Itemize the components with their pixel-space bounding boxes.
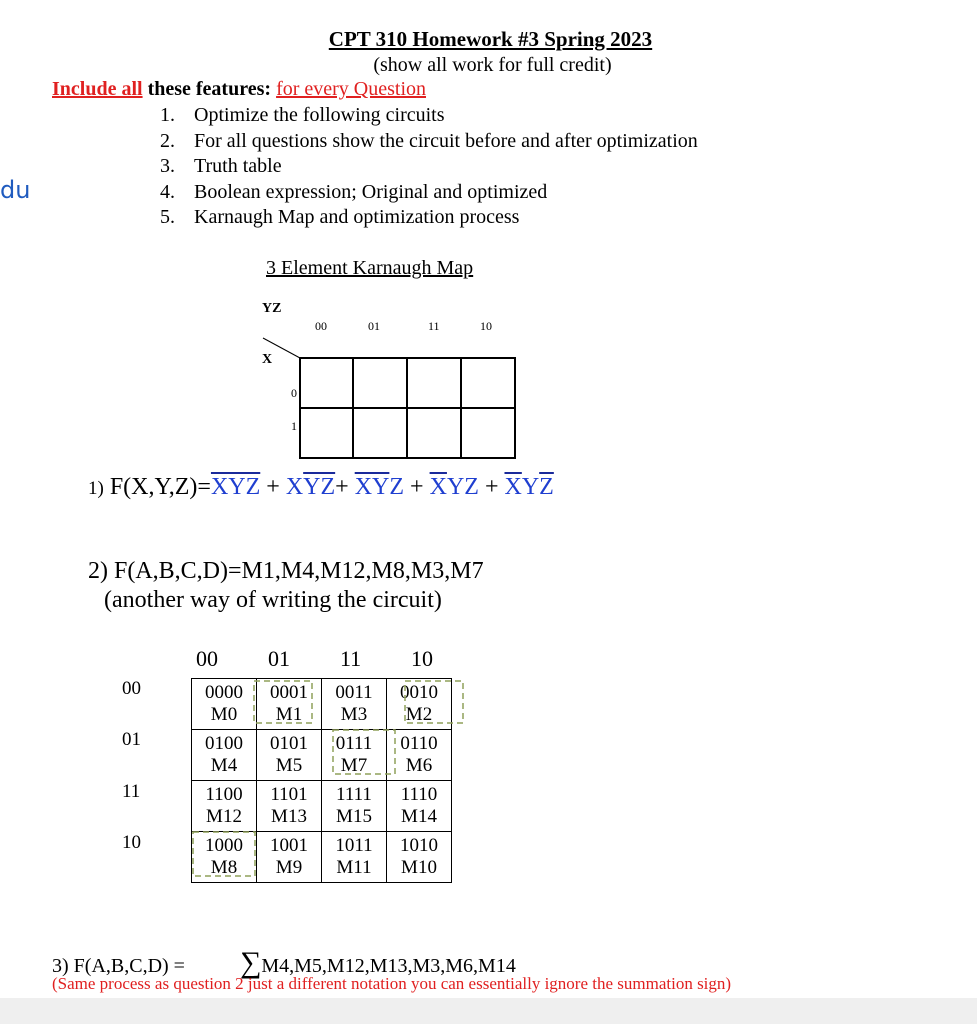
list-item: 2. For all questions show the circuit before and after optimization	[160, 129, 698, 152]
list-item: 4. Boolean expression; Original and optimized	[160, 180, 548, 203]
kmap4-col-label: 11	[340, 646, 362, 671]
group-m8	[193, 832, 255, 876]
kmap3-yz-label: YZ	[262, 301, 282, 316]
kmap4-cell: 1000 M8	[192, 832, 257, 883]
kmap4-cell: 0010 M2	[387, 679, 452, 730]
kmap4-cell: 1100 M12	[192, 781, 257, 832]
kmap4-cell: 1101 M13	[257, 781, 322, 832]
features-middle-text: these features:	[142, 78, 277, 100]
kmap4-col-label: 00	[196, 646, 218, 671]
kmap4-cell: 1110 M14	[387, 781, 452, 832]
question-3: 3) F(A,B,C,D) = ∑M4,M5,M12,M13,M3,M6,M14	[52, 946, 516, 979]
kmap3-grid	[255, 335, 525, 465]
question-2-note: (another way of writing the circuit)	[104, 587, 442, 613]
kmap3-title: 3 Element Karnaugh Map	[266, 257, 474, 279]
include-all-text: Include all	[52, 78, 143, 100]
group-m7	[333, 730, 395, 774]
kmap3-diagonal	[263, 338, 300, 358]
kmap4-cell: 0101 M5	[257, 730, 322, 781]
list-item: 5. Karnaugh Map and optimization process	[160, 206, 520, 228]
kmap4-cell: 0000 M0	[192, 679, 257, 730]
kmap4-cell: 0110 M6	[387, 730, 452, 781]
kmap3-col-label: 00	[315, 319, 327, 333]
kmap4-row-label: 00	[122, 678, 141, 699]
kmap4-cell: 0011 M3	[322, 679, 387, 730]
every-question-text: for every Question	[276, 78, 427, 100]
summation-sign: ∑	[239, 946, 262, 979]
page-title: CPT 310 Homework #3 Spring 2023	[328, 27, 653, 51]
q1-term: $\overline{XY}Z$	[354, 474, 405, 500]
q1-term: $\overline{X}YZ$	[429, 474, 479, 500]
kmap4-row-label: 11	[122, 781, 141, 802]
kmap4-cell: 1001 M9	[257, 832, 322, 883]
q1-term: $\overline{XYZ}$	[210, 474, 261, 500]
question-2: 2) F(A,B,C,D)=M1,M4,M12,M8,M3,M7	[88, 558, 484, 584]
bottom-band	[0, 998, 977, 1024]
kmap3-col-label: 11	[428, 319, 440, 333]
group-m1	[254, 681, 312, 723]
kmap4-row-label: 10	[122, 832, 141, 853]
kmap4-cell: 0111 M7	[322, 730, 387, 781]
requirements-list	[160, 103, 698, 231]
kmap4-group-overlay	[185, 672, 485, 892]
kmap4-row-label: 01	[122, 729, 141, 750]
kmap4-cell: 0100 M4	[192, 730, 257, 781]
kmap3-row-label: 1	[291, 419, 297, 433]
cropped-edge-text: du	[0, 176, 31, 204]
features-line	[52, 78, 426, 101]
list-item: 1. Optimize the following circuits	[160, 104, 445, 126]
kmap4-col-label: 10	[411, 646, 433, 671]
q1-term: $X\overline{YZ}$	[285, 474, 336, 500]
kmap3-row-label: 0	[291, 386, 297, 400]
kmap4-cell: 1111 M15	[322, 781, 387, 832]
kmap4-cell: 1010 M10	[387, 832, 452, 883]
kmap4-cell: 0001 M1	[257, 679, 322, 730]
question-1: 1) $F(X,Y,Z)=\overline{XYZ} + X\overline{YZ}+ \overline{XY}Z + \overline{X}YZ + \overline{X}Y\overline{Z}$	[88, 474, 554, 500]
group-m2	[405, 681, 463, 723]
list-item: 3. Truth table	[160, 155, 282, 177]
q1-term: $\overline{X}Y\overline{Z}$	[504, 474, 554, 500]
kmap3-col-label: 01	[368, 319, 380, 333]
question-3-note: (Same process as question 2 just a different notation you can essentially ignore the summation sign)	[52, 974, 732, 993]
kmap4-col-label: 01	[268, 646, 290, 671]
kmap4-cell: 1011 M11	[322, 832, 387, 883]
page-subtitle: (show all work for full credit)	[373, 54, 612, 76]
kmap3-x-label: X	[262, 352, 273, 367]
kmap3-col-label: 10	[480, 319, 492, 333]
